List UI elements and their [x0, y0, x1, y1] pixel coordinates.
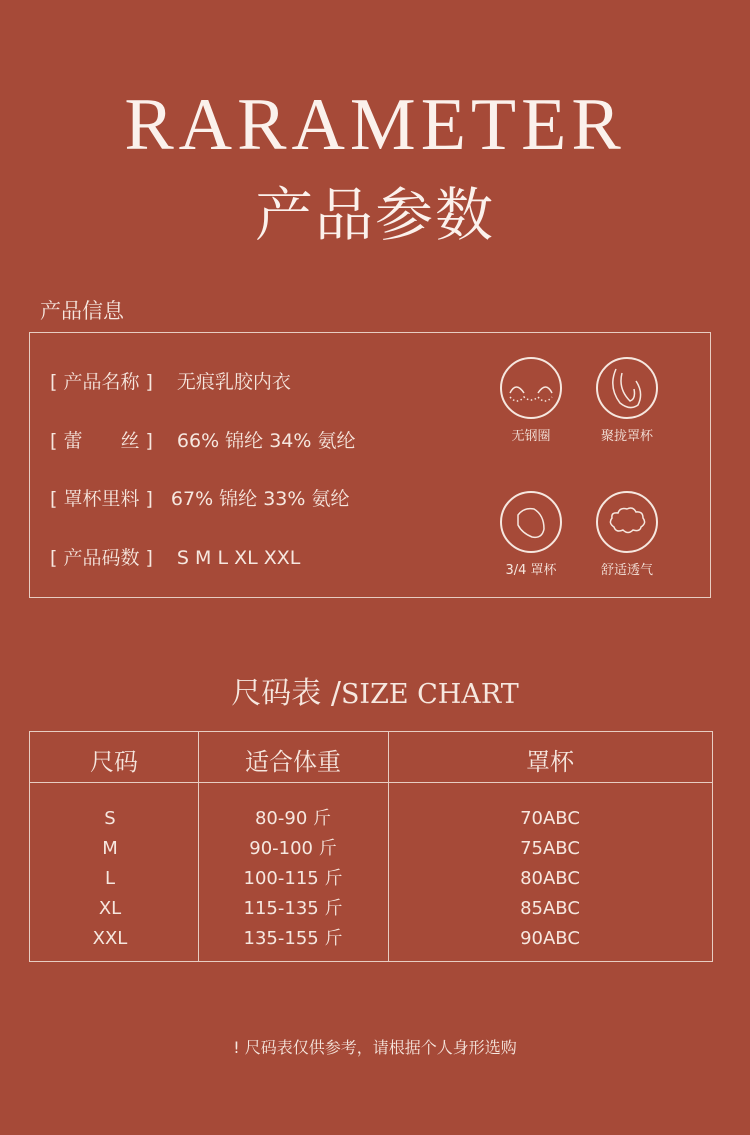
info-row-lining: [50, 484, 350, 511]
feature-three-quarter-cup: [486, 491, 576, 578]
info-key: [ 蕾 丝 ]: [50, 430, 153, 452]
weight-cell: 115-135 斤: [243, 898, 343, 919]
info-key: [ 产品码数 ]: [50, 547, 153, 569]
info-key: [ 产品名称 ]: [50, 371, 153, 393]
info-row-sizes: [50, 543, 300, 570]
size-cell: M: [102, 838, 118, 859]
cup-cell: 75ABC: [520, 838, 580, 859]
hero-subtitle: 产品参数: [254, 181, 495, 249]
breathable-cloud-icon: [596, 491, 658, 553]
size-chart-table: [29, 731, 713, 962]
cup-cell: 90ABC: [520, 928, 580, 949]
feature-label: 舒适透气: [600, 563, 653, 578]
size-chart-heading-en: SIZE CHART: [340, 679, 519, 710]
product-info-label: 产品信息: [40, 299, 124, 323]
size-cell: L: [104, 868, 116, 889]
info-key: [ 罩杯里料 ]: [50, 488, 153, 510]
info-value: S M L XL XXL: [176, 547, 301, 569]
header-weight: 适合体重: [245, 748, 341, 776]
header-divider: [30, 782, 712, 783]
size-cell: XXL: [92, 928, 128, 949]
push-up-cup-icon: [596, 357, 658, 419]
feature-breathable: [582, 491, 672, 578]
size-chart-heading: [0, 668, 750, 712]
cup-cell: 80ABC: [520, 868, 580, 889]
feature-no-wire: [486, 357, 576, 444]
cup-cell: 85ABC: [520, 898, 580, 919]
feature-push-up: [582, 357, 672, 444]
info-row-name: [50, 367, 291, 394]
feature-label: 3/4 罩杯: [505, 563, 557, 578]
cup-cell: 70ABC: [520, 808, 580, 829]
weight-cell: 80-90 斤: [254, 808, 332, 829]
info-value: 无痕乳胶内衣: [176, 371, 291, 393]
weight-cell: 135-155 斤: [243, 928, 343, 949]
feature-label: 无钢圈: [511, 429, 551, 444]
size-cell: XL: [98, 898, 122, 919]
feature-label: 聚拢罩杯: [600, 429, 653, 444]
info-value: 66% 锦纶 34% 氨纶: [176, 430, 356, 452]
size-cell: S: [104, 808, 116, 829]
weight-cell: 90-100 斤: [249, 838, 337, 859]
no-wire-icon: [500, 357, 562, 419]
weight-cell: 100-115 斤: [243, 868, 343, 889]
header-cup: 罩杯: [526, 748, 574, 776]
product-info-box: [29, 332, 711, 598]
size-note: ! 尺码表仅供参考，请根据个人身形选购: [233, 1038, 517, 1057]
size-chart-heading-cn: 尺码表 /: [231, 676, 341, 711]
size-column: [30, 804, 190, 954]
hero-title: RARAMETER: [124, 84, 626, 166]
header-size: 尺码: [90, 748, 138, 776]
info-row-lace: [50, 426, 356, 453]
cup-column: [388, 804, 712, 954]
info-value: 67% 锦纶 33% 氨纶: [170, 488, 350, 510]
three-quarter-cup-icon: [500, 491, 562, 553]
weight-column: [198, 804, 388, 954]
